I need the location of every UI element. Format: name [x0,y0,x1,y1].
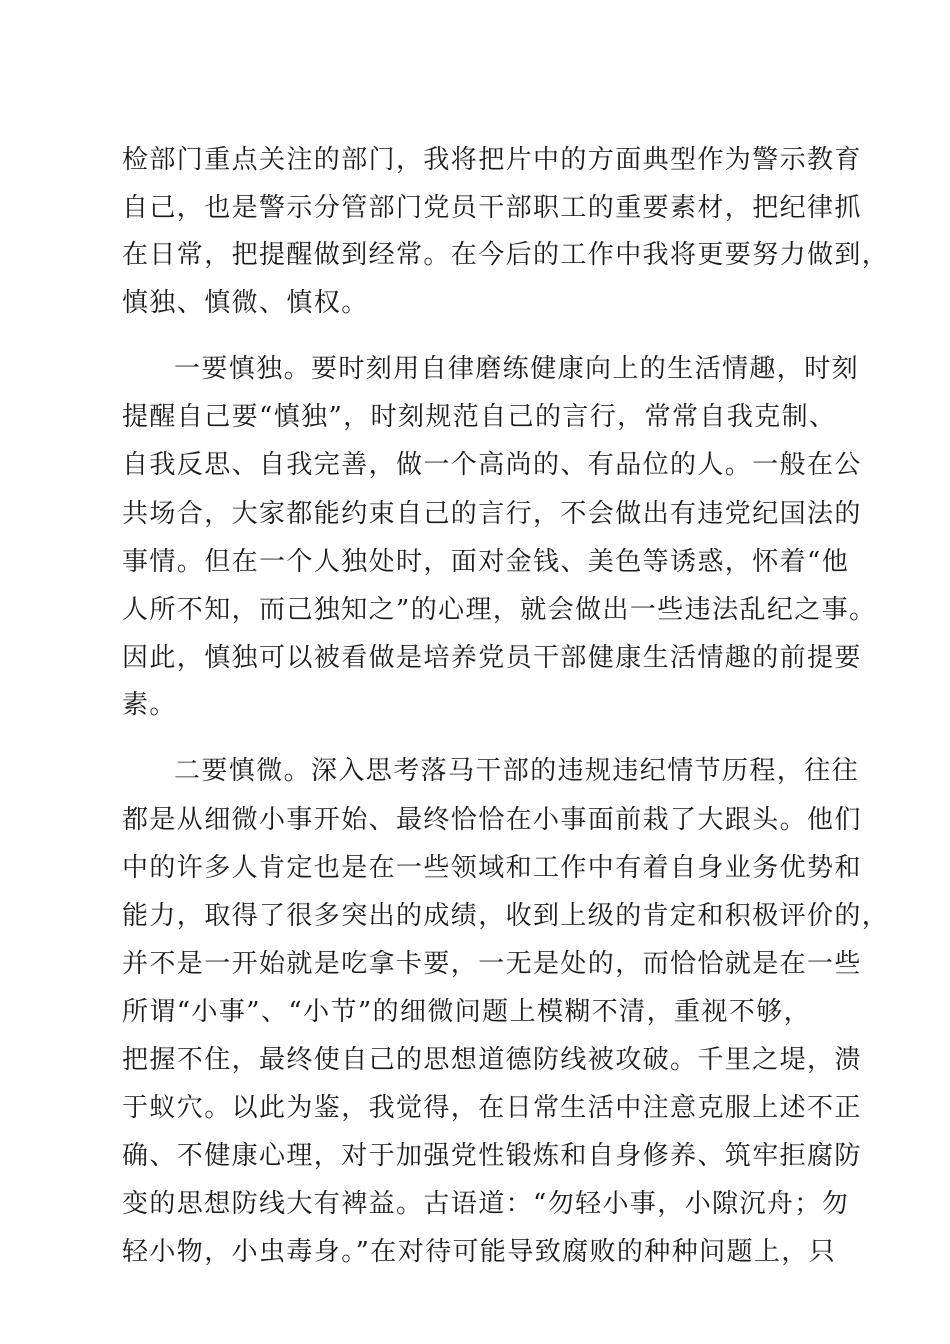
text-line-8: 共场合，大家都能约束自己的言行，不会做出有违党纪国法的 [122,499,862,529]
text-line-9: 事情。但在一个人独处时，面对金钱、美色等诱惑，怀着“他 [122,547,850,577]
text-line-6: 提醒自己要“慎独”，时刻规范自己的言行，常常自我克制、 [122,402,837,432]
paragraph-1-first-line: 一要慎独。要时刻用自律磨练健康向上的生活情趣，时刻 [174,354,860,384]
paragraph-2-first-line: 二要慎微。深入思考落马干部的违规违纪情节历程，往往 [174,756,860,786]
text-line-4: 慎独、慎微、慎权。 [122,288,369,318]
text-line-12: 素。 [122,690,177,720]
text-line-7: 自我反思、自我完善，做一个高尚的、有品位的人。一般在公 [122,450,862,480]
text-line-1: 检部门重点关注的部门，我将把片中的方面典型作为警示教育 [122,145,862,175]
text-line-20: 于蚁穴。以此为鉴，我觉得，在日常生活中注意克服上述不正 [122,1093,862,1123]
text-line-16: 能力，取得了很多突出的成绩，收到上级的肯定和积极评价的， [122,901,890,931]
text-line-10: 人所不知，而己独知之”的心理，就会做出一些违法乱纪之事。 [122,595,877,625]
text-line-14: 都是从细微小事开始、最终恰恰在小事面前栽了大跟头。他们 [122,805,862,835]
text-line-2: 自己，也是警示分管部门党员干部职工的重要素材，把纪律抓 [122,193,862,223]
text-line-3: 在日常，把提醒做到经常。在今后的工作中我将更要努力做到， [122,240,890,270]
text-line-17: 并不是一开始就是吃拿卡要，一无是处的，而恰恰就是在一些 [122,949,862,979]
text-line-15: 中的许多人肯定也是在一些领域和工作中有着自身业务优势和 [122,853,862,883]
text-line-22: 变的思想防线大有裨益。古语道：“勿轻小事，小隙沉舟；勿 [122,1189,850,1219]
text-line-18: 所谓“小事”、“小节”的细微问题上模糊不清，重视不够， [122,997,811,1027]
text-line-23: 轻小物，小虫毒身。”在对待可能导致腐败的种种问题上，只 [122,1237,837,1267]
text-line-21: 确、不健康心理，对于加强党性锻炼和自身修养、筑牢拒腐防 [122,1141,862,1171]
text-line-19: 把握不住，最终使自己的思想道德防线被攻破。千里之堤，溃 [122,1045,862,1075]
text-line-11: 因此，慎独可以被看做是培养党员干部健康生活情趣的前提要 [122,643,862,673]
